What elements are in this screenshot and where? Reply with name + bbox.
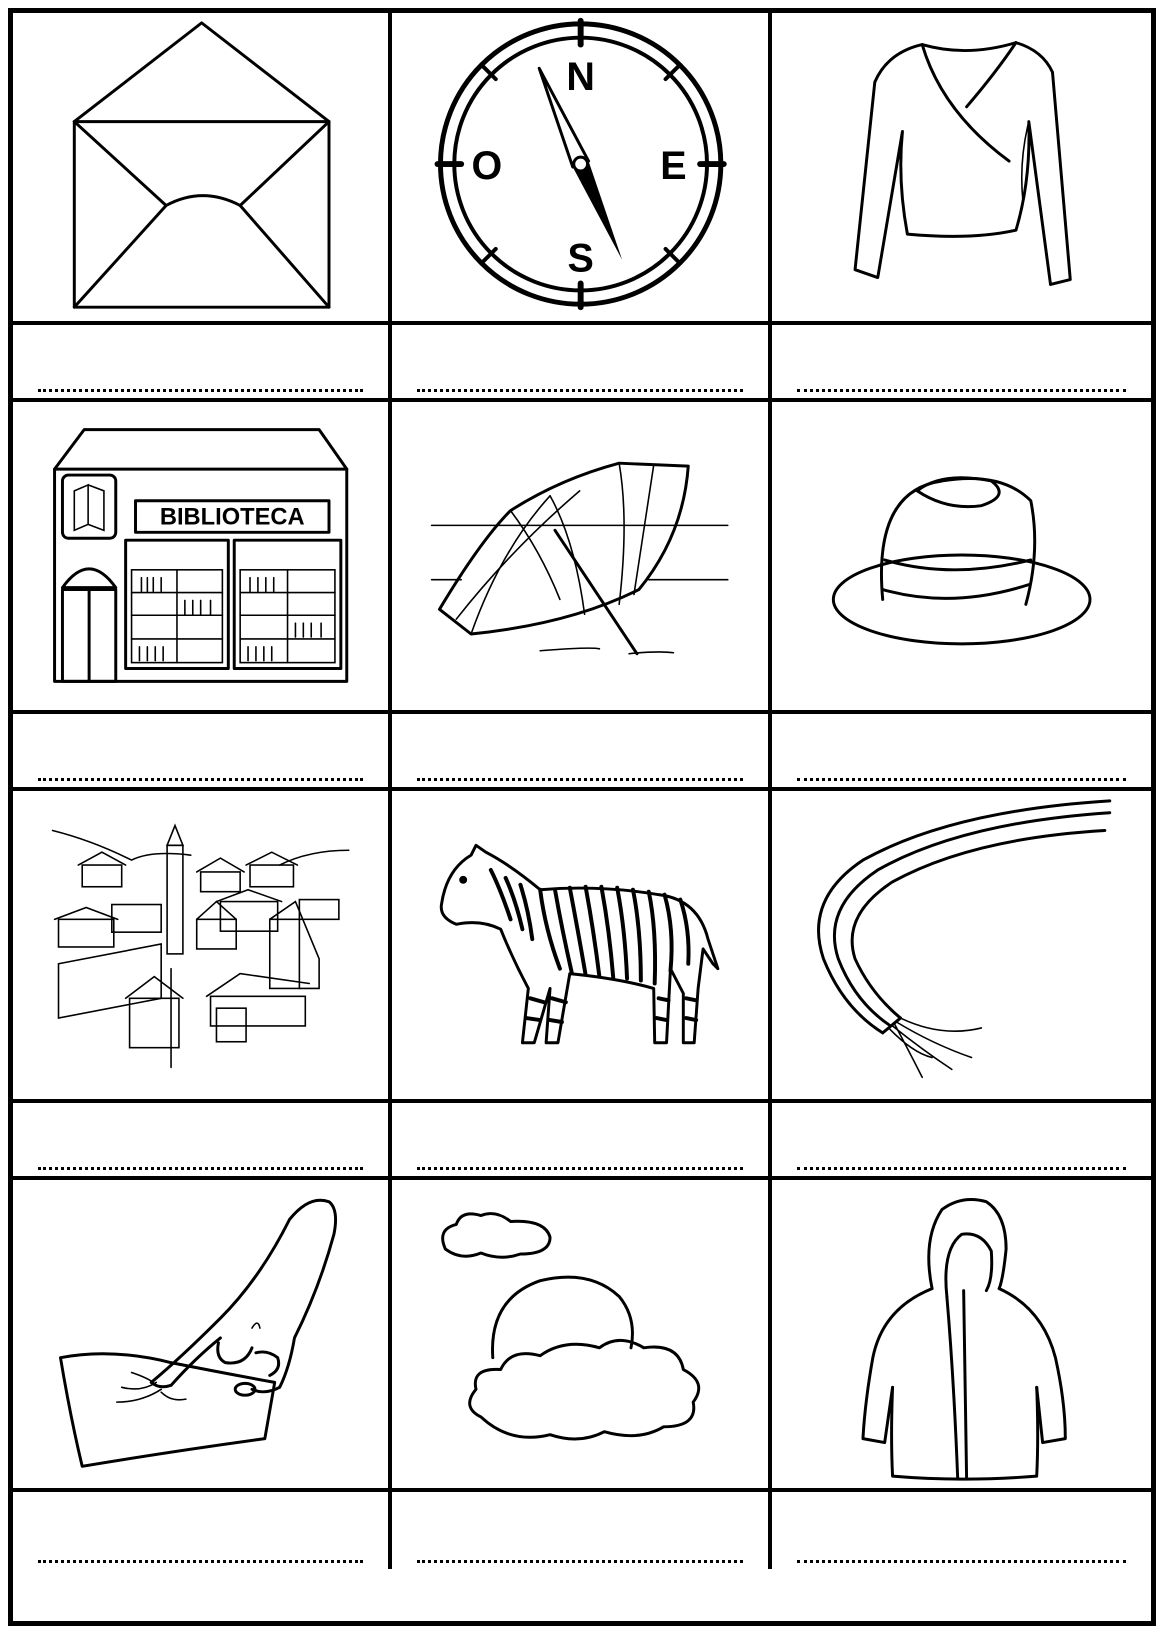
- picture-cell-hat: [772, 402, 1151, 714]
- answer-box[interactable]: [392, 714, 771, 791]
- raincoat-icon: [772, 1180, 1151, 1488]
- hand-paper-icon: [13, 1180, 388, 1488]
- picture-cell-library: [13, 402, 392, 714]
- sun-clouds-icon: [392, 1180, 767, 1488]
- answer-box[interactable]: [772, 1103, 1151, 1180]
- answer-box[interactable]: [13, 1103, 392, 1180]
- compass-west-label: O: [471, 143, 503, 188]
- compass-north-label: N: [566, 55, 596, 99]
- answer-box[interactable]: [392, 1103, 771, 1180]
- library-icon: [13, 402, 388, 710]
- picture-cell-envelope: [13, 13, 392, 325]
- picture-grid: [13, 13, 1151, 1621]
- picture-cell-scarf: [772, 791, 1151, 1103]
- zebra-icon: [392, 791, 767, 1099]
- worksheet-frame: [8, 8, 1156, 1626]
- answer-dotted-line: [417, 388, 742, 392]
- answer-box[interactable]: [13, 714, 392, 791]
- hat-icon: [772, 402, 1151, 710]
- answer-dotted-line: [797, 388, 1126, 392]
- picture-cell-town: [13, 791, 392, 1103]
- answer-box[interactable]: [13, 1492, 392, 1569]
- picture-cell-hand-paper: [13, 1180, 392, 1492]
- answer-dotted-line: [417, 1166, 742, 1170]
- answer-dotted-line: [38, 1166, 363, 1170]
- picture-cell-compass: [392, 13, 771, 325]
- picture-cell-raincoat: [772, 1180, 1151, 1492]
- answer-box[interactable]: [13, 325, 392, 402]
- answer-dotted-line: [38, 1559, 363, 1563]
- answer-dotted-line: [797, 1559, 1126, 1563]
- answer-dotted-line: [38, 388, 363, 392]
- answer-dotted-line: [417, 777, 742, 781]
- compass-icon: [392, 13, 767, 321]
- answer-box[interactable]: [772, 714, 1151, 791]
- picture-cell-zebra: [392, 791, 771, 1103]
- town-icon: [13, 791, 388, 1099]
- answer-box[interactable]: [772, 1492, 1151, 1569]
- answer-dotted-line: [38, 777, 363, 781]
- answer-box[interactable]: [392, 1492, 771, 1569]
- answer-dotted-line: [417, 1559, 742, 1563]
- beach-umbrella-icon: [392, 402, 767, 710]
- answer-box[interactable]: [392, 325, 771, 402]
- answer-dotted-line: [797, 777, 1126, 781]
- envelope-icon: [13, 13, 388, 321]
- compass-south-label: S: [567, 236, 595, 281]
- library-sign-text: BIBLIOTECA: [159, 504, 305, 531]
- picture-cell-sun-clouds: [392, 1180, 771, 1492]
- picture-cell-beach-umbrella: [392, 402, 771, 714]
- scarf-icon: [772, 791, 1151, 1099]
- answer-dotted-line: [797, 1166, 1126, 1170]
- compass-east-label: E: [660, 143, 687, 188]
- answer-box[interactable]: [772, 325, 1151, 402]
- picture-cell-blouse: [772, 13, 1151, 325]
- blouse-icon: [772, 13, 1151, 321]
